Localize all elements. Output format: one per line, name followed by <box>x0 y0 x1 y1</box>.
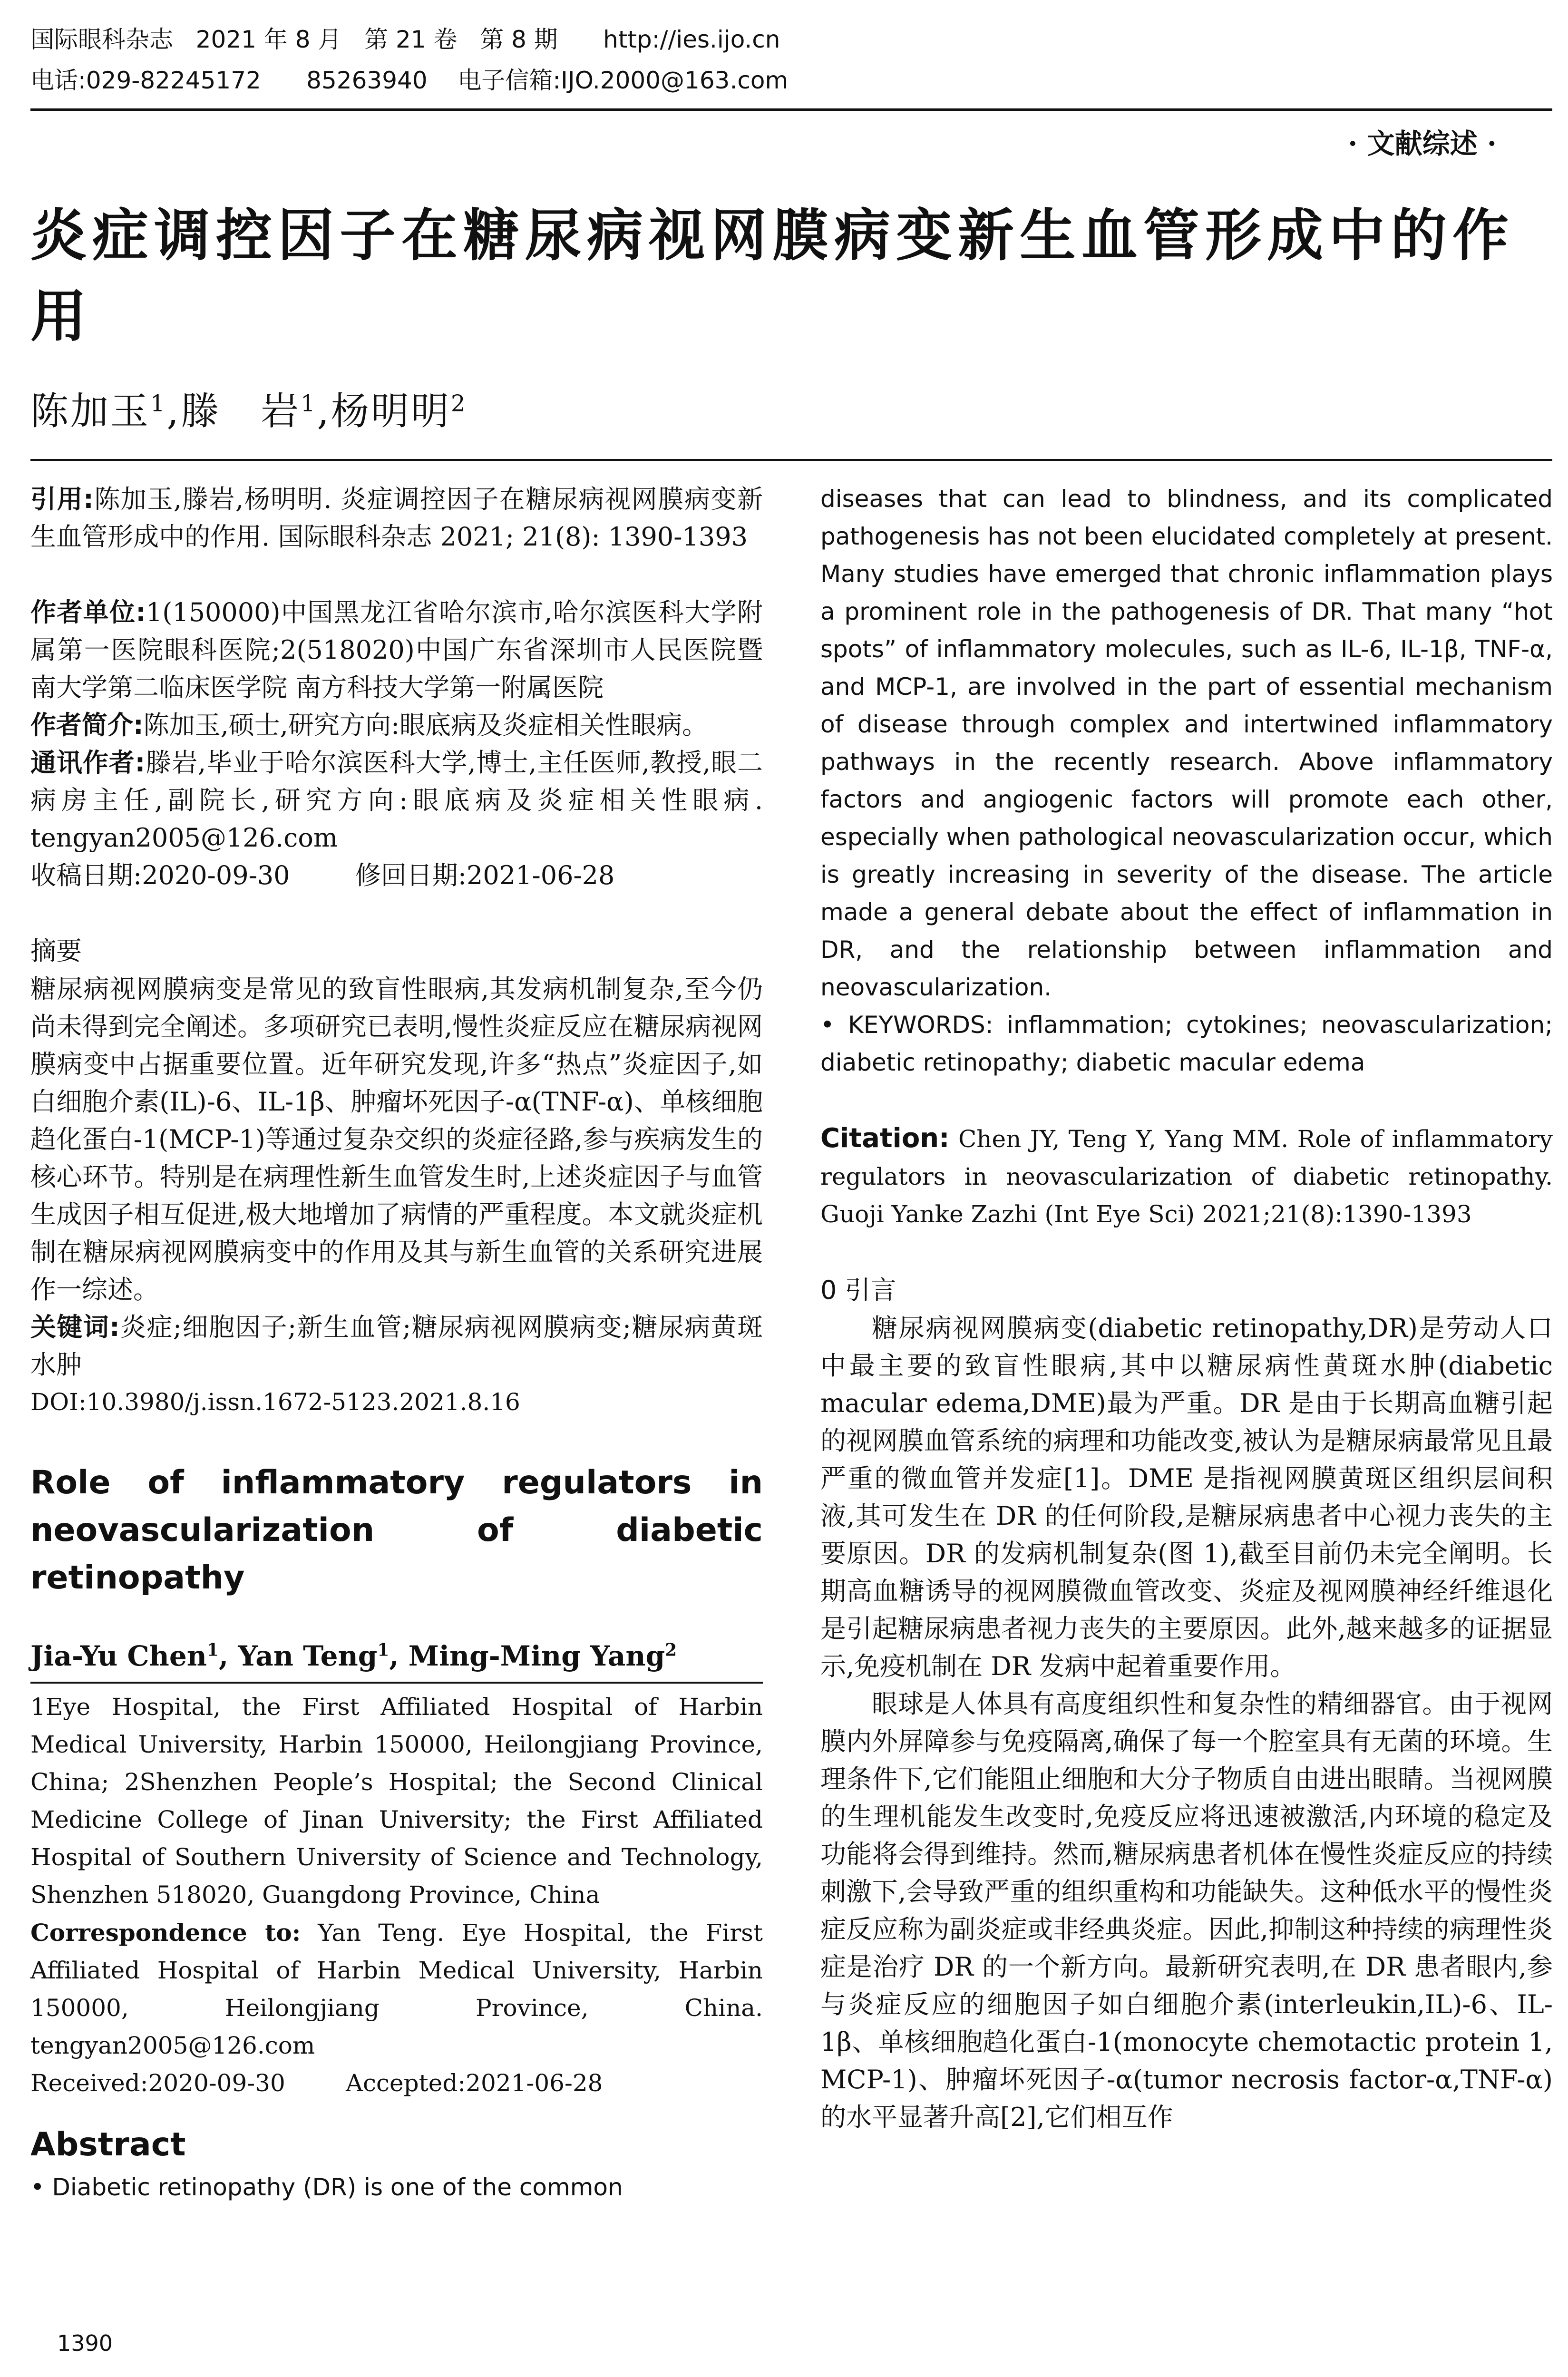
citation-cn-text: 陈加玉,滕岩,杨明明. 炎症调控因子在糖尿病视网膜病变新生血管形成中的作用. 国际眼科杂志 2021; 21(8): 1390-1393 <box>30 484 763 552</box>
author-2-affil: 1 <box>300 390 317 417</box>
author-en-3: , Ming-Ming Yang <box>389 1640 665 1672</box>
journal-header <box>30 19 1172 101</box>
keywords-cn-text: 炎症;细胞因子;新生血管;糖尿病视网膜病变;糖尿病黄斑水肿 <box>30 1312 763 1380</box>
author-bio-label: 作者简介: <box>30 710 144 740</box>
author-en-2-affil: 1 <box>377 1640 390 1660</box>
author-en-2: , Yan Teng <box>218 1640 378 1672</box>
citation-cn <box>30 480 763 555</box>
citation-en-text: Chen JY, Teng Y, Yang MM. Role of inflammatory regulators in neovascularization of diabetic retinopathy. Guoji Yanke Zazhi (Int Eye Sci) 2021;21(8):1390-1393 <box>820 1125 1553 1228</box>
header-line-2: 电话:029-82245172 85263940 电子信箱:IJO.2000@163.com <box>30 67 789 94</box>
dates-cn: 收稿日期:2020-09-30 修回日期:2021-06-28 <box>30 860 615 890</box>
affiliation-cn-text: 1(150000)中国黑龙江省哈尔滨市,哈尔滨医科大学附属第一医院眼科医院;2(518020)中国广东省深圳市人民医院暨南大学第二临床医学院 南方科技大学第一附属医院 <box>30 597 763 702</box>
authors-cn <box>30 380 467 435</box>
section-tag: · 文献综述 · <box>1348 127 1497 160</box>
affiliation-en: 1Eye Hospital, the First Affiliated Hospital of Harbin Medical University, Harbin 150000, Heilongjiang Province, China; 2Shenzhen People’s Hospital; the Second Clinical Medicine College of Jinan University; the First Affiliated Hospital of Southern University of Science and Technology, Shenzhen 518020, Guangdong Province, China <box>30 1693 763 1909</box>
article-title: 炎症调控因子在糖尿病视网膜病变新生血管形成中的作用 <box>30 203 1515 349</box>
main-rule <box>30 459 1552 461</box>
abstract-cn-heading: 摘要 <box>30 936 82 966</box>
author-3-affil: 2 <box>450 390 467 417</box>
correspondence-en <box>30 1914 763 2065</box>
right-column <box>820 480 1553 2136</box>
english-title: Role of inflammatory regulators in neovascularization of diabetic retinopathy <box>30 1464 763 1597</box>
correspondence-en-text: Yan Teng. Eye Hospital, the First Affiliated Hospital of Harbin Medical University, Harbin 150000, Heilongjiang Province, China. tengyan2005@126.com <box>30 1919 763 2059</box>
author-1: 陈加玉 <box>30 389 150 433</box>
author-bio <box>30 706 763 744</box>
keywords-cn-label: 关键词: <box>30 1312 120 1342</box>
author-bio-text: 陈加玉,硕士,研究方向:眼底病及炎症相关性眼病。 <box>143 710 708 740</box>
intro-paragraph-1: 糖尿病视网膜病变(diabetic retinopathy,DR)是劳动人口中最主要的致盲性眼病,其中以糖尿病性黄斑水肿(diabetic macular edema,DME)最为严重。DR 是由于长期高血糖引起的视网膜血管系统的病理和功能改变,被认为是糖尿病最常见且最严重的微血管并发症[1]。DME 是指视网膜黄斑区组织层间积液,其可发生在 DR 的任何阶段,是糖尿病患者中心视力丧失的主要原因。DR 的发病机制复杂(图 1),截至目前仍未完全阐明。长期高血糖诱导的视网膜微血管改变、炎症及视网膜神经纤维退化是引起糖尿病患者视力丧失的主要原因。此外,越来越多的证据显示,免疫机制在 DR 发病中起着重要作用。 <box>820 1313 1553 1681</box>
author-1-affil: 1 <box>150 390 167 417</box>
authors-rule <box>30 1682 763 1684</box>
affiliation-cn-label: 作者单位: <box>30 597 146 627</box>
author-2: ,滕 岩 <box>166 389 301 433</box>
dates-en: Received:2020-09-30 Accepted:2021-06-28 <box>30 2069 603 2097</box>
doi: DOI:10.3980/j.issn.1672-5123.2021.8.16 <box>30 1388 520 1416</box>
citation-en-label: Citation: <box>820 1123 950 1154</box>
intro-paragraph-2: 眼球是人体具有高度组织性和复杂性的精细器官。由于视网膜内外屏障参与免疫隔离,确保了每一个腔室具有无菌的环境。生理条件下,它们能阻止细胞和大分子物质自由进出眼睛。当视网膜的生理机能发生改变时,免疫反应将迅速被激活,内环境的稳定及功能将会得到维持。然而,糖尿病患者机体在慢性炎症反应的持续刺激下,会导致严重的组织重构和功能缺失。这种低水平的慢性炎症反应称为副炎症或非经典炎症。因此,抑制这种持续的病理性炎症是治疗 DR 的一个新方向。最新研究表明,在 DR 患者眼内,参与炎症反应的细胞因子如白细胞介素(interleukin,IL)-6、IL-1β、单核细胞趋化蛋白-1(monocyte chemotactic protein 1, MCP-1)、肿瘤坏死因子-α(tumor necrosis factor-α,TNF-α)的水平显著升高[2],它们相互作 <box>820 1689 1553 2132</box>
keywords-cn <box>30 1308 763 1383</box>
corresponding-author-cn <box>30 744 763 857</box>
affiliation-cn <box>30 594 763 706</box>
citation-cn-label: 引用: <box>30 484 94 514</box>
header-rule <box>30 108 1552 111</box>
author-en-3-affil: 2 <box>665 1640 677 1660</box>
author-en-1: Jia-Yu Chen <box>30 1640 207 1672</box>
intro-heading: 0 引言 <box>820 1275 896 1305</box>
citation-en <box>820 1120 1553 1233</box>
abstract-en-continued: diseases that can lead to blindness, and its complicated pathogenesis has not been elucidated completely at present. Many studies have emerged that chronic inflammation plays a prominent role in the pathogenesis of DR. That many “hot spots” of inflammatory molecules, such as IL-6, IL-1β, TNF-α, and MCP-1, are involved in the part of essential mechanism of disease through complex and intertwined inflammatory pathways in the recently research. Above inflammatory factors and angiogenic factors will promote each other, especially when pathological neovascularization occur, which is greatly increasing in severity of the disease. The article made a general debate about the effect of inflammation in DR, and the relationship between inflammation and neovascularization. <box>820 485 1553 1001</box>
keywords-en: • KEYWORDS: inflammation; cytokines; neovascularization; diabetic retinopathy; diabetic macular edema <box>820 1011 1553 1076</box>
abstract-cn: 糖尿病视网膜病变是常见的致盲性眼病,其发病机制复杂,至今仍尚未得到完全阐述。多项研究已表明,慢性炎症反应在糖尿病视网膜病变中占据重要位置。近年研究发现,许多“热点”炎症因子,如白细胞介素(IL)-6、IL-1β、肿瘤坏死因子-α(TNF-α)、单核细胞趋化蛋白-1(MCP-1)等通过复杂交织的炎症径路,参与疾病发生的核心环节。特别是在病理性新生血管发生时,上述炎症因子与血管生成因子相互促进,极大地增加了病情的严重程度。本文就炎症机制在糖尿病视网膜病变中的作用及其与新生血管的关系研究进展作一综述。 <box>30 974 763 1305</box>
left-column <box>30 480 763 2206</box>
author-3: ,杨明明 <box>317 389 451 433</box>
header-line-1: 国际眼科杂志 2021 年 8 月 第 21 卷 第 8 期 http://ies.ijo.cn <box>30 26 780 53</box>
abstract-en-start: • Diabetic retinopathy (DR) is one of the common <box>30 2173 623 2201</box>
author-en-1-affil: 1 <box>206 1640 219 1660</box>
authors-en <box>30 1640 763 1672</box>
corresponding-author-cn-label: 通讯作者: <box>30 748 146 778</box>
page-number: 1390 <box>57 2330 113 2356</box>
correspondence-en-label: Correspondence to: <box>30 1919 301 1947</box>
corresponding-author-cn-text: 滕岩,毕业于哈尔滨医科大学,博士,主任医师,教授,眼二病房主任,副院长,研究方向:眼底病及炎症相关性眼病. tengyan2005@126.com <box>30 748 763 853</box>
abstract-en-heading: Abstract <box>30 2126 186 2163</box>
